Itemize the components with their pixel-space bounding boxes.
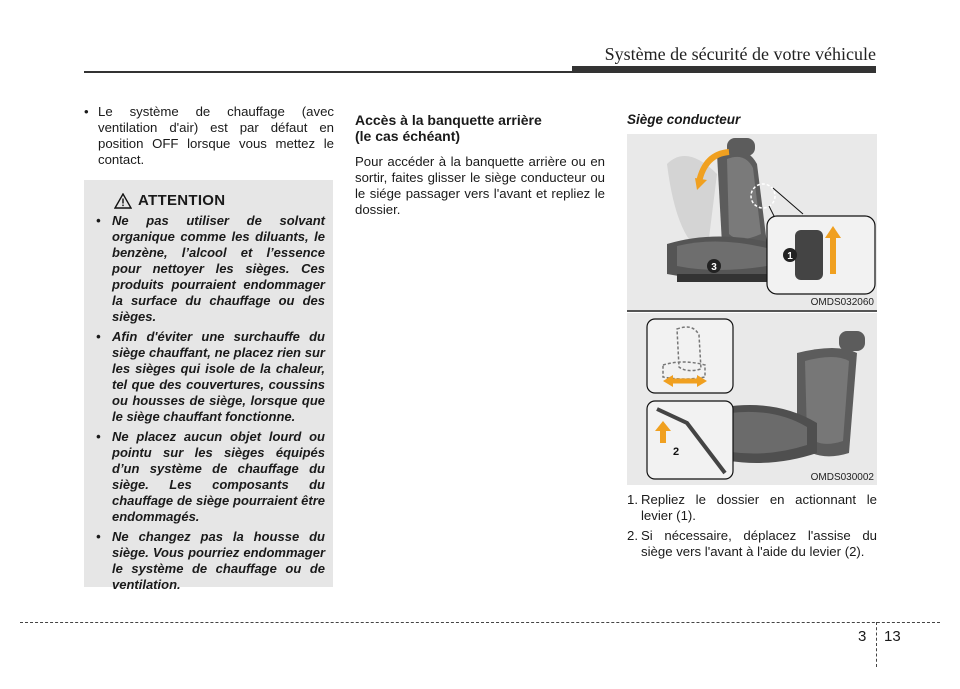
footer-rule [20, 622, 940, 623]
steps-list [627, 492, 877, 564]
bullet-item: • Le système de chauffage (avec ventilation d'air) est par défaut en position OFF lorsque vous mettez le contact. [84, 104, 334, 167]
header-rule-thin [84, 71, 876, 73]
attention-item: • Afin d'éviter une surchauffe du siège chauffant, ne placez rien sur les sièges qui isole de la chaleur, tel que des couvertures, coussins ou housses de siège, lorsque que le siège chauffant fonctionne. [96, 329, 325, 424]
step-item [627, 492, 877, 524]
step-text: Repliez le dossier en actionnant le levier (1). [641, 492, 877, 523]
attention-header [114, 192, 325, 209]
section-heading [355, 112, 605, 144]
section-heading-line2: (le cas échéant) [355, 128, 461, 144]
column-3-heading-wrap [627, 112, 877, 128]
attention-item-text: Afin d'éviter une surchauffe du siège chauffant, ne placez rien sur les sièges qui isole de la chaleur, tel que des couvertures, coussins ou housses de siège, lorsque que le siège chauffant fonctionne. [112, 329, 325, 424]
figure-callout: 2 [673, 446, 680, 458]
subsection-heading: Siège conducteur [627, 112, 741, 127]
attention-item-text: Ne changez pas la housse du siège. Vous pourriez endommager le système de chauffage ou de ventilation. [112, 529, 325, 592]
seat-figure-backrest [627, 134, 877, 310]
chapter-number: 3 [858, 628, 867, 645]
section-heading-line1: Accès à la banquette arrière [355, 112, 542, 128]
seat-figure-slide [627, 313, 877, 485]
figure-code: OMDS030002 [810, 472, 874, 483]
step-number: 1. [627, 492, 638, 507]
footer-divider [876, 622, 877, 667]
seat-illustration [627, 134, 877, 310]
step-item [627, 528, 877, 560]
section-paragraph: Pour accéder à la banquette arrière ou en sortir, faites glisser le siège conducteur ou le siége passager vers l'avant et repliez le dossier. [355, 154, 605, 217]
page-number: 13 [884, 628, 901, 645]
seat-illustration [627, 313, 877, 485]
attention-item-text: Ne pas utiliser de solvant organique comme les diluants, le benzène, l’alcool et l’essence pour nettoyer les sièges. Ces produits pourraient endommager la surface du chauffage ou des sièges. [112, 213, 325, 324]
attention-box [84, 180, 333, 592]
step-number: 2. [627, 528, 638, 543]
bullet-text: Le système de chauffage (avec ventilation d'air) est par défaut en position OFF lorsque vous mettez le contact. [98, 104, 334, 167]
figure-separator [627, 310, 877, 312]
attention-item: • Ne changez pas la housse du siège. Vous pourriez endommager le système de chauffage ou de ventilation. [96, 529, 325, 592]
attention-title: ATTENTION [138, 192, 226, 209]
attention-item: • Ne pas utiliser de solvant organique comme les diluants, le benzène, l’alcool et l’essence pour nettoyer les sièges. Ces produits pourraient endommager la surface du chauffage ou des sièges. [96, 213, 325, 324]
attention-item-text: Ne placez aucun objet lourd ou pointu sur les sièges équipés d’un système de chauffage du siège. Les composants du chauffage de siège pourraient être endommagés. [112, 429, 325, 524]
page-header-title: Système de sécurité de votre véhicule [604, 44, 876, 64]
figure-code: OMDS032060 [810, 297, 874, 308]
warning-triangle-icon [114, 193, 132, 209]
attention-item: • Ne placez aucun objet lourd ou pointu sur les sièges équipés d’un système de chauffage du siège. Les composants du chauffage de siège pourraient être endommagés. [96, 429, 325, 524]
figure-callout: 3 [711, 262, 717, 273]
column-2 [355, 112, 605, 218]
figure-callout: 1 [787, 251, 793, 262]
column-1 [84, 104, 334, 168]
step-text: Si nécessaire, déplacez l'assise du siège vers l'avant à l'aide du levier (2). [641, 528, 877, 559]
